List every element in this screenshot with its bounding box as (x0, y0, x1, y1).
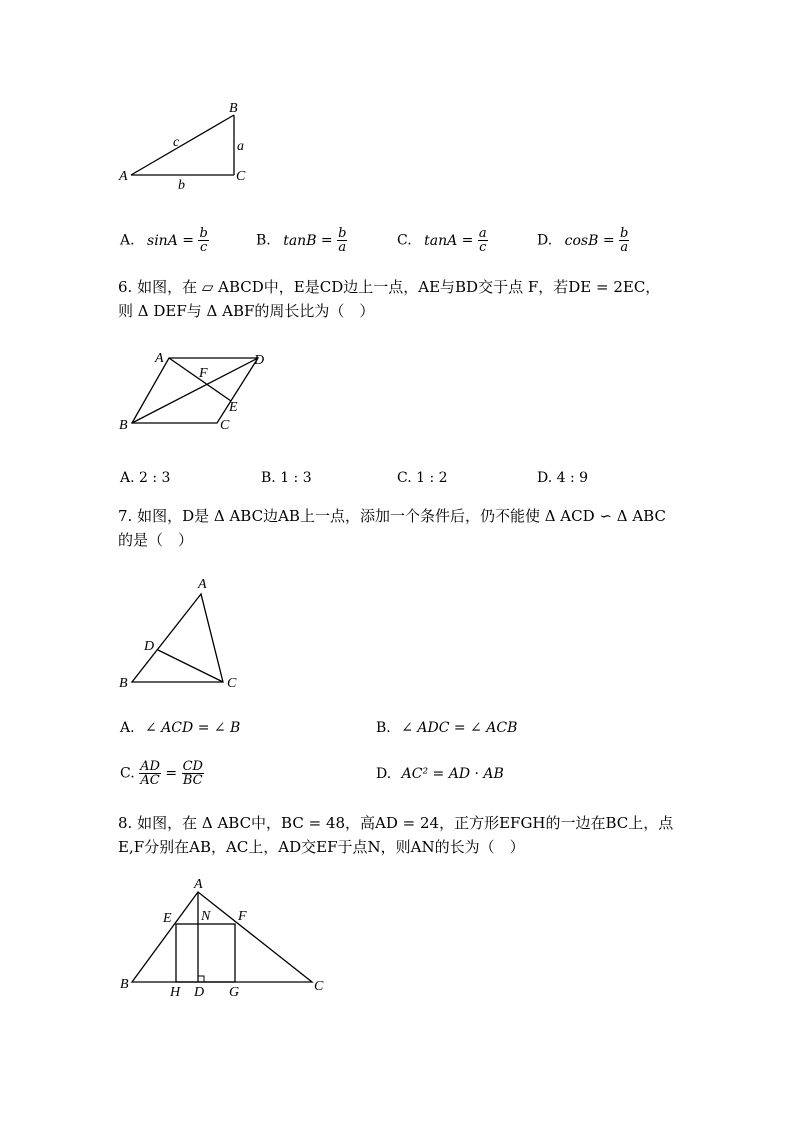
q6-parallelogram-figure (110, 345, 280, 440)
option-letter: B. (256, 232, 271, 249)
option-text: AC² = AD · AB (401, 766, 504, 782)
q5-option-c[interactable]: C. tanA = $\frac{a}{c}$ (397, 226, 487, 255)
vertex-label-B: B (229, 101, 238, 116)
q7-option-a[interactable] (120, 720, 240, 736)
option-text: 1 : 2 (416, 470, 448, 486)
vertex-label-D: D (254, 353, 265, 368)
equals-sign: = (165, 765, 178, 782)
q7-option-c[interactable] (120, 760, 204, 787)
q7-stem-line2: 的是（ ） (118, 531, 194, 549)
q7-stem-line1: 7. 如图，D是 Δ ABC边AB上一点，添加一个条件后，仍不能使 Δ ACD ∽ Δ ABC (118, 507, 666, 525)
q6-stem-line1: 6. 如图，在 ▱ ABCD中，E是CD边上一点，AE与BD交于点 F，若DE = 2EC， (118, 278, 661, 296)
q6-stem-line2: 则 Δ DEF与 Δ ABF的周长比为（ ） (118, 302, 375, 320)
q7-option-b[interactable] (376, 720, 517, 736)
point-label-E: E (163, 911, 172, 926)
option-letter: B. (261, 470, 276, 486)
q7-triangle-figure (110, 570, 250, 695)
option-letter: D. (376, 766, 392, 782)
option-letter: A. (120, 232, 135, 249)
point-label-F: F (238, 909, 247, 924)
q5-right-triangle-figure (110, 95, 270, 195)
option-letter: D. (537, 232, 553, 249)
fraction-denominator: a (338, 240, 347, 255)
q6-option-d[interactable] (537, 470, 588, 486)
fraction (619, 227, 629, 254)
option-function: tanA (424, 232, 458, 249)
point-label-H: H (170, 985, 181, 1000)
option-text: ∠ ACD = ∠ B (145, 720, 241, 736)
option-letter: D. (537, 470, 553, 486)
vertex-label-C: C (236, 169, 246, 184)
fraction-denominator: a (620, 240, 629, 255)
right-angle-mark (198, 976, 204, 982)
fraction-denominator: c (479, 240, 487, 255)
fraction-numerator: b (199, 226, 208, 241)
side-label-a: a (237, 139, 244, 154)
vertex-label-A: A (155, 351, 164, 366)
fraction-denominator: AC (140, 773, 160, 788)
option-text: 4 : 9 (556, 470, 589, 486)
segment-CD (158, 650, 223, 682)
fraction-numerator: b (620, 226, 629, 241)
option-letter: B. (376, 720, 391, 736)
option-letter: A. (120, 470, 135, 486)
q6-option-c[interactable] (397, 470, 448, 486)
vertex-label-B: B (119, 676, 128, 691)
fraction (198, 227, 208, 254)
vertex-label-C: C (227, 676, 237, 691)
option-text: ∠ ADC = ∠ ACB (401, 720, 518, 736)
option-letter: A. (120, 720, 135, 736)
point-label-E: E (229, 400, 238, 415)
vertex-label-A: A (119, 169, 128, 184)
option-text: 1 : 3 (280, 470, 312, 486)
point-label-N: N (201, 909, 211, 924)
fraction (139, 760, 161, 787)
side-label-b: b (178, 178, 185, 193)
triangle-ABC (132, 594, 223, 682)
option-letter: C. (120, 765, 135, 782)
option-function: tanB (283, 232, 317, 249)
option-letter: C. (397, 232, 412, 249)
q7-option-d[interactable] (376, 766, 504, 782)
fraction-denominator: BC (182, 773, 203, 788)
side-c (131, 115, 234, 175)
vertex-label-B: B (119, 418, 128, 433)
point-label-G: G (229, 985, 240, 1000)
side-label-c: c (173, 135, 180, 150)
q8-triangle-square-figure (110, 872, 335, 1002)
option-function: cosB (564, 232, 599, 249)
q8-stem-line2: E,F分别在AB，AC上，AD交EF于点N，则AN的长为（ ） (118, 838, 525, 856)
q8-stem-line1: 8. 如图，在 Δ ABC中，BC = 48，高AD = 24，正方形EFGH的一边在BC上，点 (118, 814, 674, 832)
point-label-D: D (144, 639, 155, 654)
point-label-F: F (199, 366, 208, 381)
fraction-denominator: c (199, 240, 208, 255)
q6-option-b[interactable] (261, 470, 312, 486)
q5-option-d[interactable]: D. cosB = $\frac{b}{a}$ (537, 226, 629, 255)
vertex-label-C: C (220, 418, 230, 433)
fraction-numerator: CD (182, 759, 203, 774)
q5-option-b[interactable]: B. tanB = $\frac{b}{a}$ (256, 226, 347, 255)
q5-option-a[interactable]: A. sinA = $\frac{b}{c}$ (120, 226, 208, 255)
fraction-numerator: AD (140, 759, 160, 774)
point-label-D: D (194, 985, 205, 1000)
q6-option-a[interactable] (120, 470, 170, 486)
fraction-numerator: b (338, 226, 347, 241)
square-EFGH (176, 924, 235, 982)
option-text: 2 : 3 (139, 470, 171, 486)
fraction (478, 227, 488, 254)
fraction (337, 227, 347, 254)
vertex-label-A: A (194, 877, 203, 892)
fraction-numerator: a (478, 226, 487, 241)
triangle-ABC (132, 892, 312, 982)
vertex-label-A: A (198, 577, 207, 592)
fraction (182, 760, 204, 787)
vertex-label-B: B (120, 977, 129, 992)
option-letter: C. (397, 470, 412, 486)
vertex-label-C: C (314, 979, 324, 994)
option-function: sinA (147, 232, 178, 249)
